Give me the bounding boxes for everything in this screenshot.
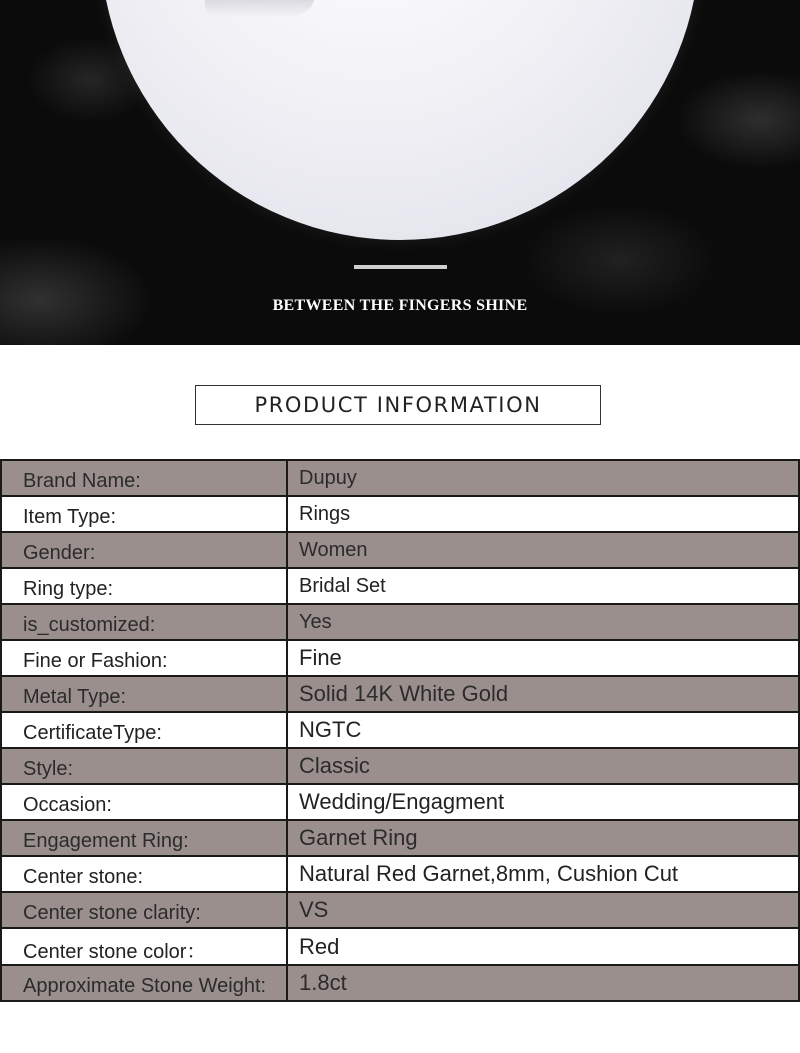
spec-row (1, 640, 799, 676)
spec-label: Brand Name: (1, 460, 287, 496)
spec-value: VS (287, 892, 799, 928)
ring-band-highlight (205, 0, 315, 16)
spec-row (1, 676, 799, 712)
spec-row (1, 532, 799, 568)
spec-row (1, 568, 799, 604)
hero-divider (354, 265, 447, 269)
hero-banner (0, 0, 800, 345)
spec-value: Bridal Set (287, 568, 799, 604)
spec-value: Women (287, 532, 799, 568)
spec-row (1, 604, 799, 640)
spec-label: Engagement Ring: (1, 820, 287, 856)
spec-row (1, 928, 799, 965)
spec-value: Garnet Ring (287, 820, 799, 856)
spec-label: Center stone clarity: (1, 892, 287, 928)
spec-row (1, 748, 799, 784)
spec-label: Ring type: (1, 568, 287, 604)
spec-row (1, 496, 799, 532)
spec-row (1, 856, 799, 892)
spec-label: Occasion: (1, 784, 287, 820)
spec-label: is_customized: (1, 604, 287, 640)
spec-value: Dupuy (287, 460, 799, 496)
hero-caption: BETWEEN THE FINGERS SHINE (272, 297, 528, 314)
spec-row (1, 892, 799, 928)
spec-label: Gender: (1, 532, 287, 568)
spec-value: NGTC (287, 712, 799, 748)
spec-value: Fine (287, 640, 799, 676)
spec-row (1, 820, 799, 856)
section-title: PRODUCT INFORMATION (254, 393, 542, 417)
spec-row (1, 460, 799, 496)
section-title-box (195, 385, 601, 425)
spec-row (1, 784, 799, 820)
spec-label: Center stone color： (1, 928, 287, 965)
spec-label: Center stone: (1, 856, 287, 892)
spec-label: CertificateType: (1, 712, 287, 748)
spec-label: Fine or Fashion: (1, 640, 287, 676)
spec-value: Natural Red Garnet,8mm, Cushion Cut (287, 856, 799, 892)
spec-value: Classic (287, 748, 799, 784)
spec-value: Yes (287, 604, 799, 640)
spec-value: Solid 14K White Gold (287, 676, 799, 712)
spec-value: Rings (287, 496, 799, 532)
hero-ring-image (100, 0, 700, 240)
product-spec-table (0, 459, 800, 1002)
spec-label: Item Type: (1, 496, 287, 532)
spec-label: Metal Type: (1, 676, 287, 712)
spec-value: 1.8ct (287, 965, 799, 1001)
spec-label: Style: (1, 748, 287, 784)
spec-label: Approximate Stone Weight: (1, 965, 287, 1001)
spec-row (1, 965, 799, 1001)
spec-value: Wedding/Engagment (287, 784, 799, 820)
spec-row (1, 712, 799, 748)
spec-value: Red (287, 928, 799, 965)
